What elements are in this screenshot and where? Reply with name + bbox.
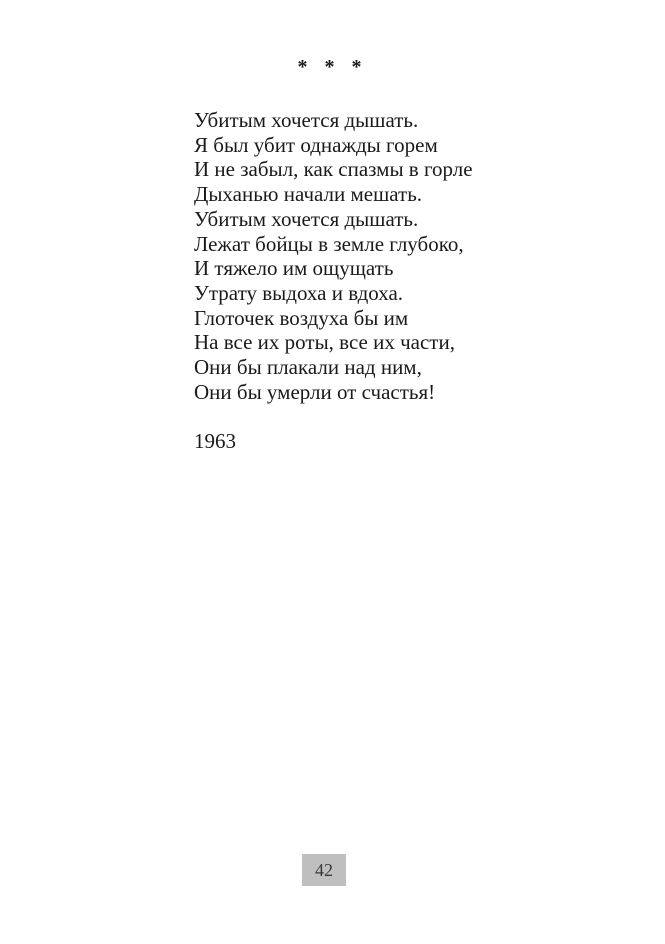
poem xyxy=(194,108,634,404)
poem-line: Глоточек воздуха бы им xyxy=(194,305,409,330)
poem-line: Я был убит однажды горем xyxy=(194,132,438,157)
poem-line: Они бы плакали над ним, xyxy=(194,355,422,380)
poem-line: И не забыл, как спазмы в горле xyxy=(194,157,473,182)
poem-line: И тяжело им ощущать xyxy=(194,256,394,281)
poem-line: Они бы умерли от счастья! xyxy=(194,379,436,404)
poem-date: 1963 xyxy=(194,429,236,453)
page-number-badge xyxy=(302,854,346,886)
poem-line: Утрату выдоха и вдоха. xyxy=(194,280,404,305)
poem-line: Убитым хочется дышать. xyxy=(194,206,419,231)
page-number: 42 xyxy=(315,859,333,880)
poem-line: На все их роты, все их части, xyxy=(194,330,455,355)
poem-line: Лежат бойцы в земле глубоко, xyxy=(194,231,464,256)
poem-line: Убитым хочется дышать. xyxy=(194,108,419,132)
poem-line: Дыханью начали мешать. xyxy=(194,182,423,207)
section-separator: * * * xyxy=(297,56,368,78)
